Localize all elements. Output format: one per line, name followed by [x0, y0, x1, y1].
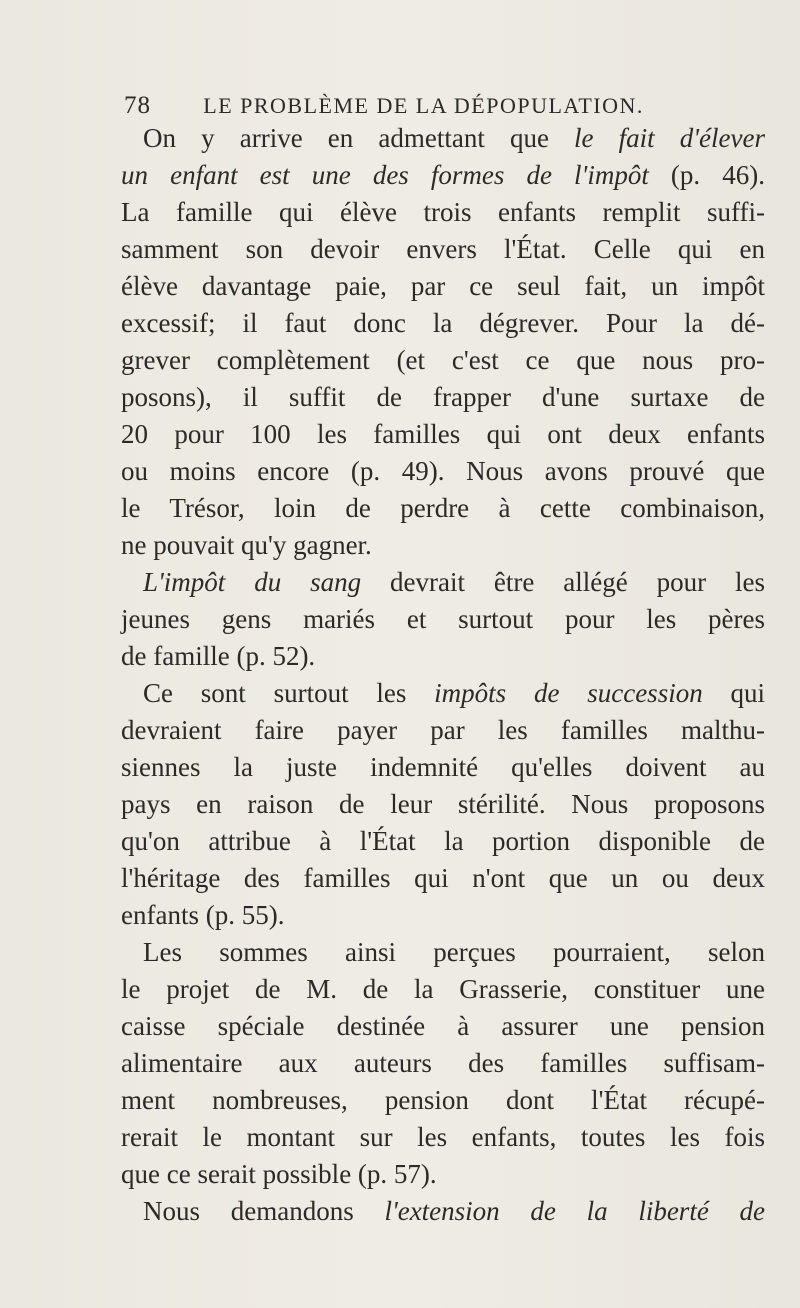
text-run: jeunes gens mariés et surtout pour les pères	[121, 604, 765, 634]
text-run: le Trésor, loin de perdre à cette combinaison,	[121, 493, 765, 523]
text-run: qu'on attribue à l'État la portion disponible de	[121, 826, 765, 856]
text-line	[121, 268, 765, 305]
text-run: alimentaire aux auteurs des familles suffisam-	[121, 1048, 765, 1078]
text-run: caisse spéciale destinée à assurer une pension	[121, 1011, 765, 1041]
text-line	[121, 157, 765, 194]
text-run: ment nombreuses, pension dont l'État récupé-	[121, 1085, 765, 1115]
text-run: de famille (p. 52).	[121, 641, 316, 671]
text-line	[121, 490, 765, 527]
text-line	[121, 1156, 765, 1193]
text-run: que ce serait possible (p. 57).	[121, 1159, 437, 1189]
text-line	[121, 712, 765, 749]
text-line	[121, 416, 765, 453]
italic-text: impôts de succession	[434, 678, 703, 708]
text-run: qui	[702, 678, 765, 708]
page-number: 78	[124, 92, 151, 119]
body-text	[121, 120, 765, 1230]
text-line	[121, 194, 765, 231]
text-line	[121, 564, 765, 601]
text-run: rerait le montant sur les enfants, toutes les fois	[121, 1122, 765, 1152]
text-line	[121, 638, 765, 675]
text-line	[121, 971, 765, 1008]
text-line	[121, 749, 765, 786]
italic-text: L'impôt du sang	[143, 567, 362, 597]
text-line	[121, 601, 765, 638]
text-run: siennes la juste indemnité qu'elles doivent au	[121, 752, 765, 782]
text-run: posons), il suffit de frapper d'une surtaxe de	[121, 382, 765, 412]
italic-text: un enfant est une des formes de l'impôt	[121, 160, 649, 190]
text-run: Les sommes ainsi perçues pourraient, selon	[143, 937, 765, 967]
text-line	[121, 231, 765, 268]
text-line	[121, 823, 765, 860]
text-line	[121, 934, 765, 971]
text-run: devrait être allégé pour les	[361, 567, 765, 597]
text-run: élève davantage paie, par ce seul fait, un impôt	[121, 271, 765, 301]
text-line	[121, 453, 765, 490]
text-run: samment son devoir envers l'État. Celle qui en	[121, 234, 765, 264]
text-line	[121, 1008, 765, 1045]
page-header	[124, 92, 684, 120]
text-line	[121, 1082, 765, 1119]
italic-text: l'extension de la liberté de	[384, 1196, 766, 1226]
text-line	[121, 527, 765, 564]
text-run: La famille qui élève trois enfants remplit suffi-	[121, 197, 765, 227]
text-run: 20 pour 100 les familles qui ont deux enfants	[121, 419, 765, 449]
text-line	[121, 379, 765, 416]
text-line	[121, 1193, 765, 1230]
text-run: (p. 46).	[648, 160, 766, 190]
text-line	[121, 1045, 765, 1082]
text-run: Ce sont surtout les	[143, 678, 435, 708]
text-run: enfants (p. 55).	[121, 900, 285, 930]
text-run: On y arrive en admettant que	[143, 123, 575, 153]
text-run: ou moins encore (p. 49). Nous avons prouvé que	[121, 456, 765, 486]
text-run: devraient faire payer par les familles malthu-	[121, 715, 765, 745]
italic-text: le fait d'élever	[574, 123, 765, 153]
text-line	[121, 860, 765, 897]
text-line	[121, 120, 765, 157]
text-run: grever complètement (et c'est ce que nous pro-	[121, 345, 765, 375]
running-title: LE PROBLÈME DE LA DÉPOPULATION.	[203, 93, 644, 118]
text-run: Nous demandons	[143, 1196, 385, 1226]
text-line	[121, 342, 765, 379]
text-line	[121, 1119, 765, 1156]
text-run: le projet de M. de la Grasserie, constituer une	[121, 974, 765, 1004]
text-line	[121, 897, 765, 934]
text-line	[121, 675, 765, 712]
text-line	[121, 305, 765, 342]
text-run: excessif; il faut donc la dégrever. Pour la dé-	[121, 308, 765, 338]
text-line	[121, 786, 765, 823]
text-run: l'héritage des familles qui n'ont que un ou deux	[121, 863, 765, 893]
text-run: ne pouvait qu'y gagner.	[121, 530, 372, 560]
text-run: pays en raison de leur stérilité. Nous proposons	[121, 789, 765, 819]
